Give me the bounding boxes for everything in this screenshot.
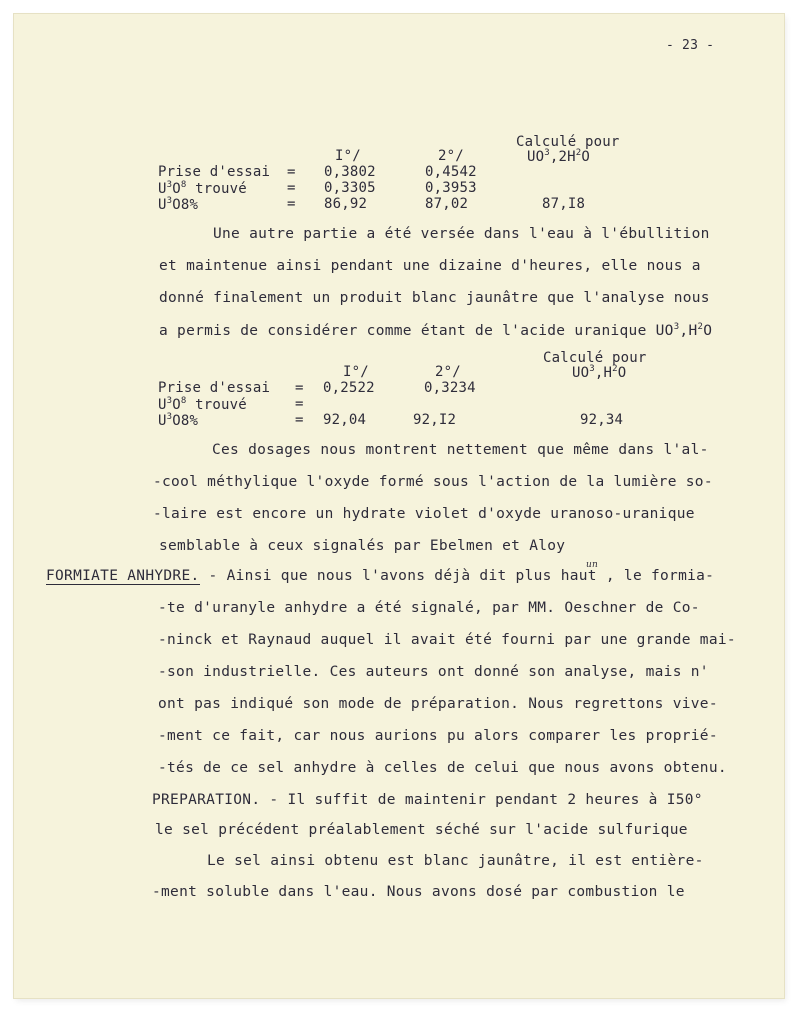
preparation-text: - Il suffit de maintenir pendant 2 heures à I50° — [260, 792, 703, 808]
table-2-row-1-sign: = — [295, 380, 304, 396]
formula-part: ,2H — [549, 149, 576, 165]
paragraph-2-line-3: -laire est encore un hydrate violet d'oxyde uranoso-uranique — [153, 506, 695, 522]
formula-part: trouvé — [186, 181, 247, 197]
handwritten-annotation: un — [586, 560, 598, 570]
table-1-row-2-value-2: 0,3953 — [425, 180, 477, 196]
formula-part: O — [172, 397, 181, 413]
formula-sup: 3 — [544, 148, 550, 158]
formula-sup: 2 — [697, 322, 704, 332]
paragraph-3-line-1: - Ainsi que nous l'avons déjà dit plus haut , le formia- — [199, 568, 715, 584]
formula-part: UO — [527, 149, 545, 165]
paragraph-2-line-1: Ces dosages nous montrent nettement que même dans l'al- — [212, 442, 709, 458]
table-1-row-3-value-1: 86,92 — [324, 196, 368, 212]
table-1-row-2-label — [158, 180, 247, 197]
table-2-row-1-value-1: 0,2522 — [323, 380, 375, 396]
table-2-calc-formula — [572, 364, 626, 381]
table-2-row-3-value-1: 92,04 — [323, 412, 367, 428]
formula-sup: 3 — [166, 396, 173, 406]
table-2-row-3-value-2: 92,I2 — [413, 412, 457, 428]
table-1-col-1-header: I°/ — [335, 148, 361, 164]
formula-part: O8% — [172, 197, 199, 213]
paragraph-1-line-1: Une autre partie a été versée dans l'eau à l'ébullition — [213, 226, 710, 242]
formula-sup: 3 — [589, 364, 595, 374]
page-number: - 23 - — [666, 38, 715, 53]
paragraph-4-line-1: Le sel ainsi obtenu est blanc jaunâtre, il est entière- — [207, 853, 704, 869]
table-1-row-3-value-2: 87,02 — [425, 196, 469, 212]
formula-sup: 8 — [180, 396, 187, 406]
formula-sup: 2 — [612, 364, 618, 374]
formula-sup: 3 — [166, 196, 173, 206]
formula-part: O8% — [172, 413, 199, 429]
formula-sup: 2 — [575, 148, 582, 158]
table-1-calc-heading: Calculé pour — [516, 134, 620, 150]
formula-part: ,H — [679, 323, 698, 339]
preparation-line-1 — [152, 792, 703, 808]
paragraph-1-line-3: donné finalement un produit blanc jaunâtre que l'analyse nous — [159, 290, 710, 306]
table-2-row-1-value-2: 0,3234 — [424, 380, 476, 396]
table-2-row-3-sign: = — [295, 412, 304, 428]
table-1-row-3-sign: = — [287, 196, 296, 212]
table-2-col-2-header: 2°/ — [435, 364, 461, 380]
table-2-row-2-sign: = — [295, 396, 304, 412]
table-1-row-3-label — [158, 196, 198, 213]
formula-part: O — [617, 365, 627, 381]
section-heading: FORMIATE ANHYDRE. — [46, 568, 200, 584]
paragraph-2-line-4: semblable à ceux signalés par Ebelmen et Aloy — [159, 538, 566, 554]
preparation-line-2: le sel précédent préalablement séché sur l'acide sulfurique — [155, 822, 688, 838]
paragraph-3-line-7: -tés de ce sel anhydre à celles de celui que nous avons obtenu. — [158, 760, 727, 776]
formula-part: O — [172, 181, 181, 197]
section-heading-line — [46, 568, 714, 584]
table-2-row-1-label: Prise d'essai — [158, 380, 271, 396]
paragraph-3-line-2: -te d'uranyle anhydre a été signalé, par MM. Oeschner de Co- — [158, 600, 700, 616]
table-2-row-2-label — [158, 396, 247, 413]
formula-part: U — [158, 181, 167, 197]
formula-part: U — [158, 197, 167, 213]
paragraph-4-line-2: -ment soluble dans l'eau. Nous avons dosé par combustion le — [152, 884, 685, 900]
paragraph-3-line-3: -ninck et Raynaud auquel il avait été fourni par une grande mai- — [158, 632, 736, 648]
table-1-row-1-value-2: 0,4542 — [425, 164, 477, 180]
table-2-row-3-label — [158, 412, 198, 429]
paragraph-2-line-2: -cool méthylique l'oxyde formé sous l'action de la lumière so- — [153, 474, 713, 490]
preparation-heading: PREPARATION. — [152, 792, 261, 808]
table-1-row-1-label: Prise d'essai — [158, 164, 271, 180]
formula-part: O — [703, 323, 713, 339]
table-2-row-3-value-3: 92,34 — [580, 412, 624, 428]
formula-part: ,H — [594, 365, 613, 381]
formula-sup: 8 — [180, 180, 187, 190]
paragraph-1-line-4-text: a permis de considérer comme étant de l'acide uranique UO — [159, 323, 674, 339]
formula-part: U — [158, 397, 167, 413]
table-1-row-1-value-1: 0,3802 — [324, 164, 376, 180]
table-1-row-1-sign: = — [287, 164, 296, 180]
paragraph-1-line-2: et maintenue ainsi pendant une dizaine d'heures, elle nous a — [159, 258, 701, 274]
paragraph-3-line-4: -son industrielle. Ces auteurs ont donné son analyse, mais n' — [158, 664, 709, 680]
paragraph-3-line-5: ont pas indiqué son mode de préparation. Nous regrettons vive- — [158, 696, 718, 712]
table-1-col-2-header: 2°/ — [438, 148, 464, 164]
formula-part: UO — [572, 365, 590, 381]
paragraph-3-line-6: -ment ce fait, car nous aurions pu alors comparer les proprié- — [158, 728, 718, 744]
table-1-calc-formula — [527, 148, 590, 165]
formula-part: U — [158, 413, 167, 429]
table-1-row-2-sign: = — [287, 180, 296, 196]
table-2-calc-heading: Calculé pour — [543, 350, 647, 366]
formula-part: O — [581, 149, 591, 165]
paragraph-1-line-4 — [159, 322, 712, 339]
formula-sup: 3 — [673, 322, 680, 332]
formula-part: trouvé — [186, 397, 247, 413]
formula-sup: 3 — [166, 412, 173, 422]
table-1-row-3-value-3: 87,I8 — [542, 196, 586, 212]
table-2-col-1-header: I°/ — [343, 364, 369, 380]
formula-sup: 3 — [166, 180, 173, 190]
table-1-row-2-value-1: 0,3305 — [324, 180, 376, 196]
